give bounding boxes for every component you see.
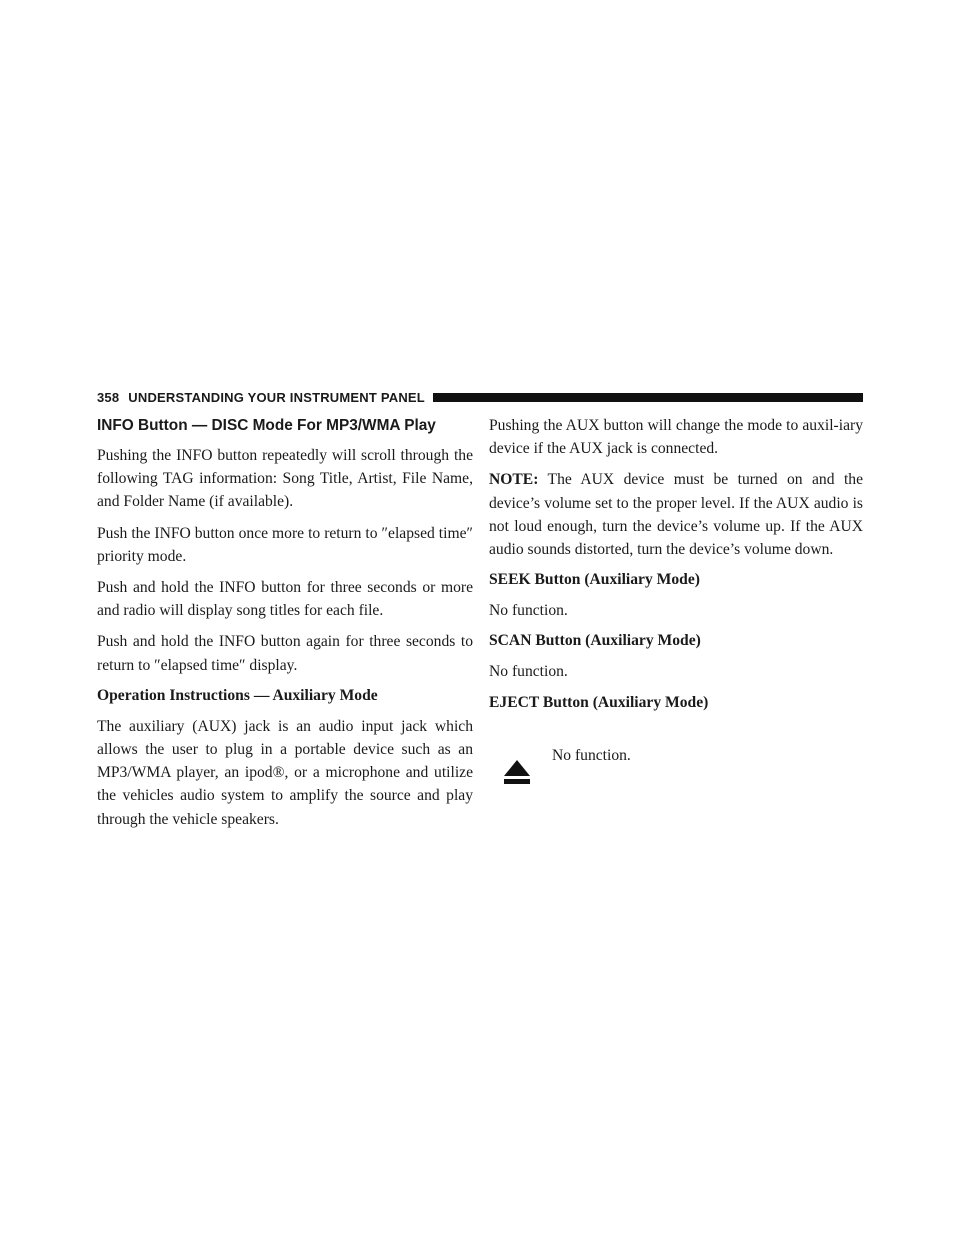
aux-paragraph: The auxiliary (AUX) jack is an audio input jack which allows the user to plug in a portable device such as an MP3/WMA player, an ipod®, or a microphone and utilize the vehicles audio system to amplify the source and play through the vehicle speakers. — [97, 717, 473, 828]
eject-text: No function. — [552, 746, 631, 764]
note-paragraph — [489, 468, 863, 561]
note-text: The AUX device must be turned on and the device’s volume set to the proper level. If the AUX audio is not loud enough, turn the device’s volume up. If the AUX audio sounds distorted, turn the device’s volume down. — [489, 471, 863, 559]
eject-icon — [503, 758, 531, 786]
right-column — [489, 414, 863, 802]
page-number: 358 — [97, 389, 120, 405]
aux-button-paragraph: Pushing the AUX button will change the mode to auxil-iary device if the AUX jack is connected. — [489, 417, 863, 458]
eject-heading: EJECT Button (Auxiliary Mode) — [489, 693, 709, 711]
scan-heading: SCAN Button (Auxiliary Mode) — [489, 632, 701, 650]
info-button-heading: INFO Button — DISC Mode For MP3/WMA Play — [97, 417, 436, 434]
header-rule — [433, 393, 863, 402]
seek-text: No function. — [489, 602, 568, 620]
info-paragraph-2: Push the INFO button once more to return to ″elapsed time″ priority mode. — [97, 524, 473, 565]
aux-mode-heading: Operation Instructions — Auxiliary Mode — [97, 686, 378, 704]
info-paragraph-3: Push and hold the INFO button for three seconds or more and radio will display song titles for each file. — [97, 579, 473, 620]
note-label: NOTE: — [489, 471, 539, 489]
page-header — [97, 389, 863, 405]
left-column — [97, 414, 473, 839]
seek-heading: SEEK Button (Auxiliary Mode) — [489, 571, 700, 589]
eject-row — [489, 722, 863, 802]
scan-text: No function. — [489, 663, 568, 681]
section-title: UNDERSTANDING YOUR INSTRUMENT PANEL — [128, 389, 425, 405]
info-paragraph-4: Push and hold the INFO button again for three seconds to return to ″elapsed time″ display. — [97, 633, 473, 674]
info-paragraph-1: Pushing the INFO button repeatedly will scroll through the following TAG information: Song Title, Artist, File Name, and Folder Name (if available). — [97, 447, 473, 511]
